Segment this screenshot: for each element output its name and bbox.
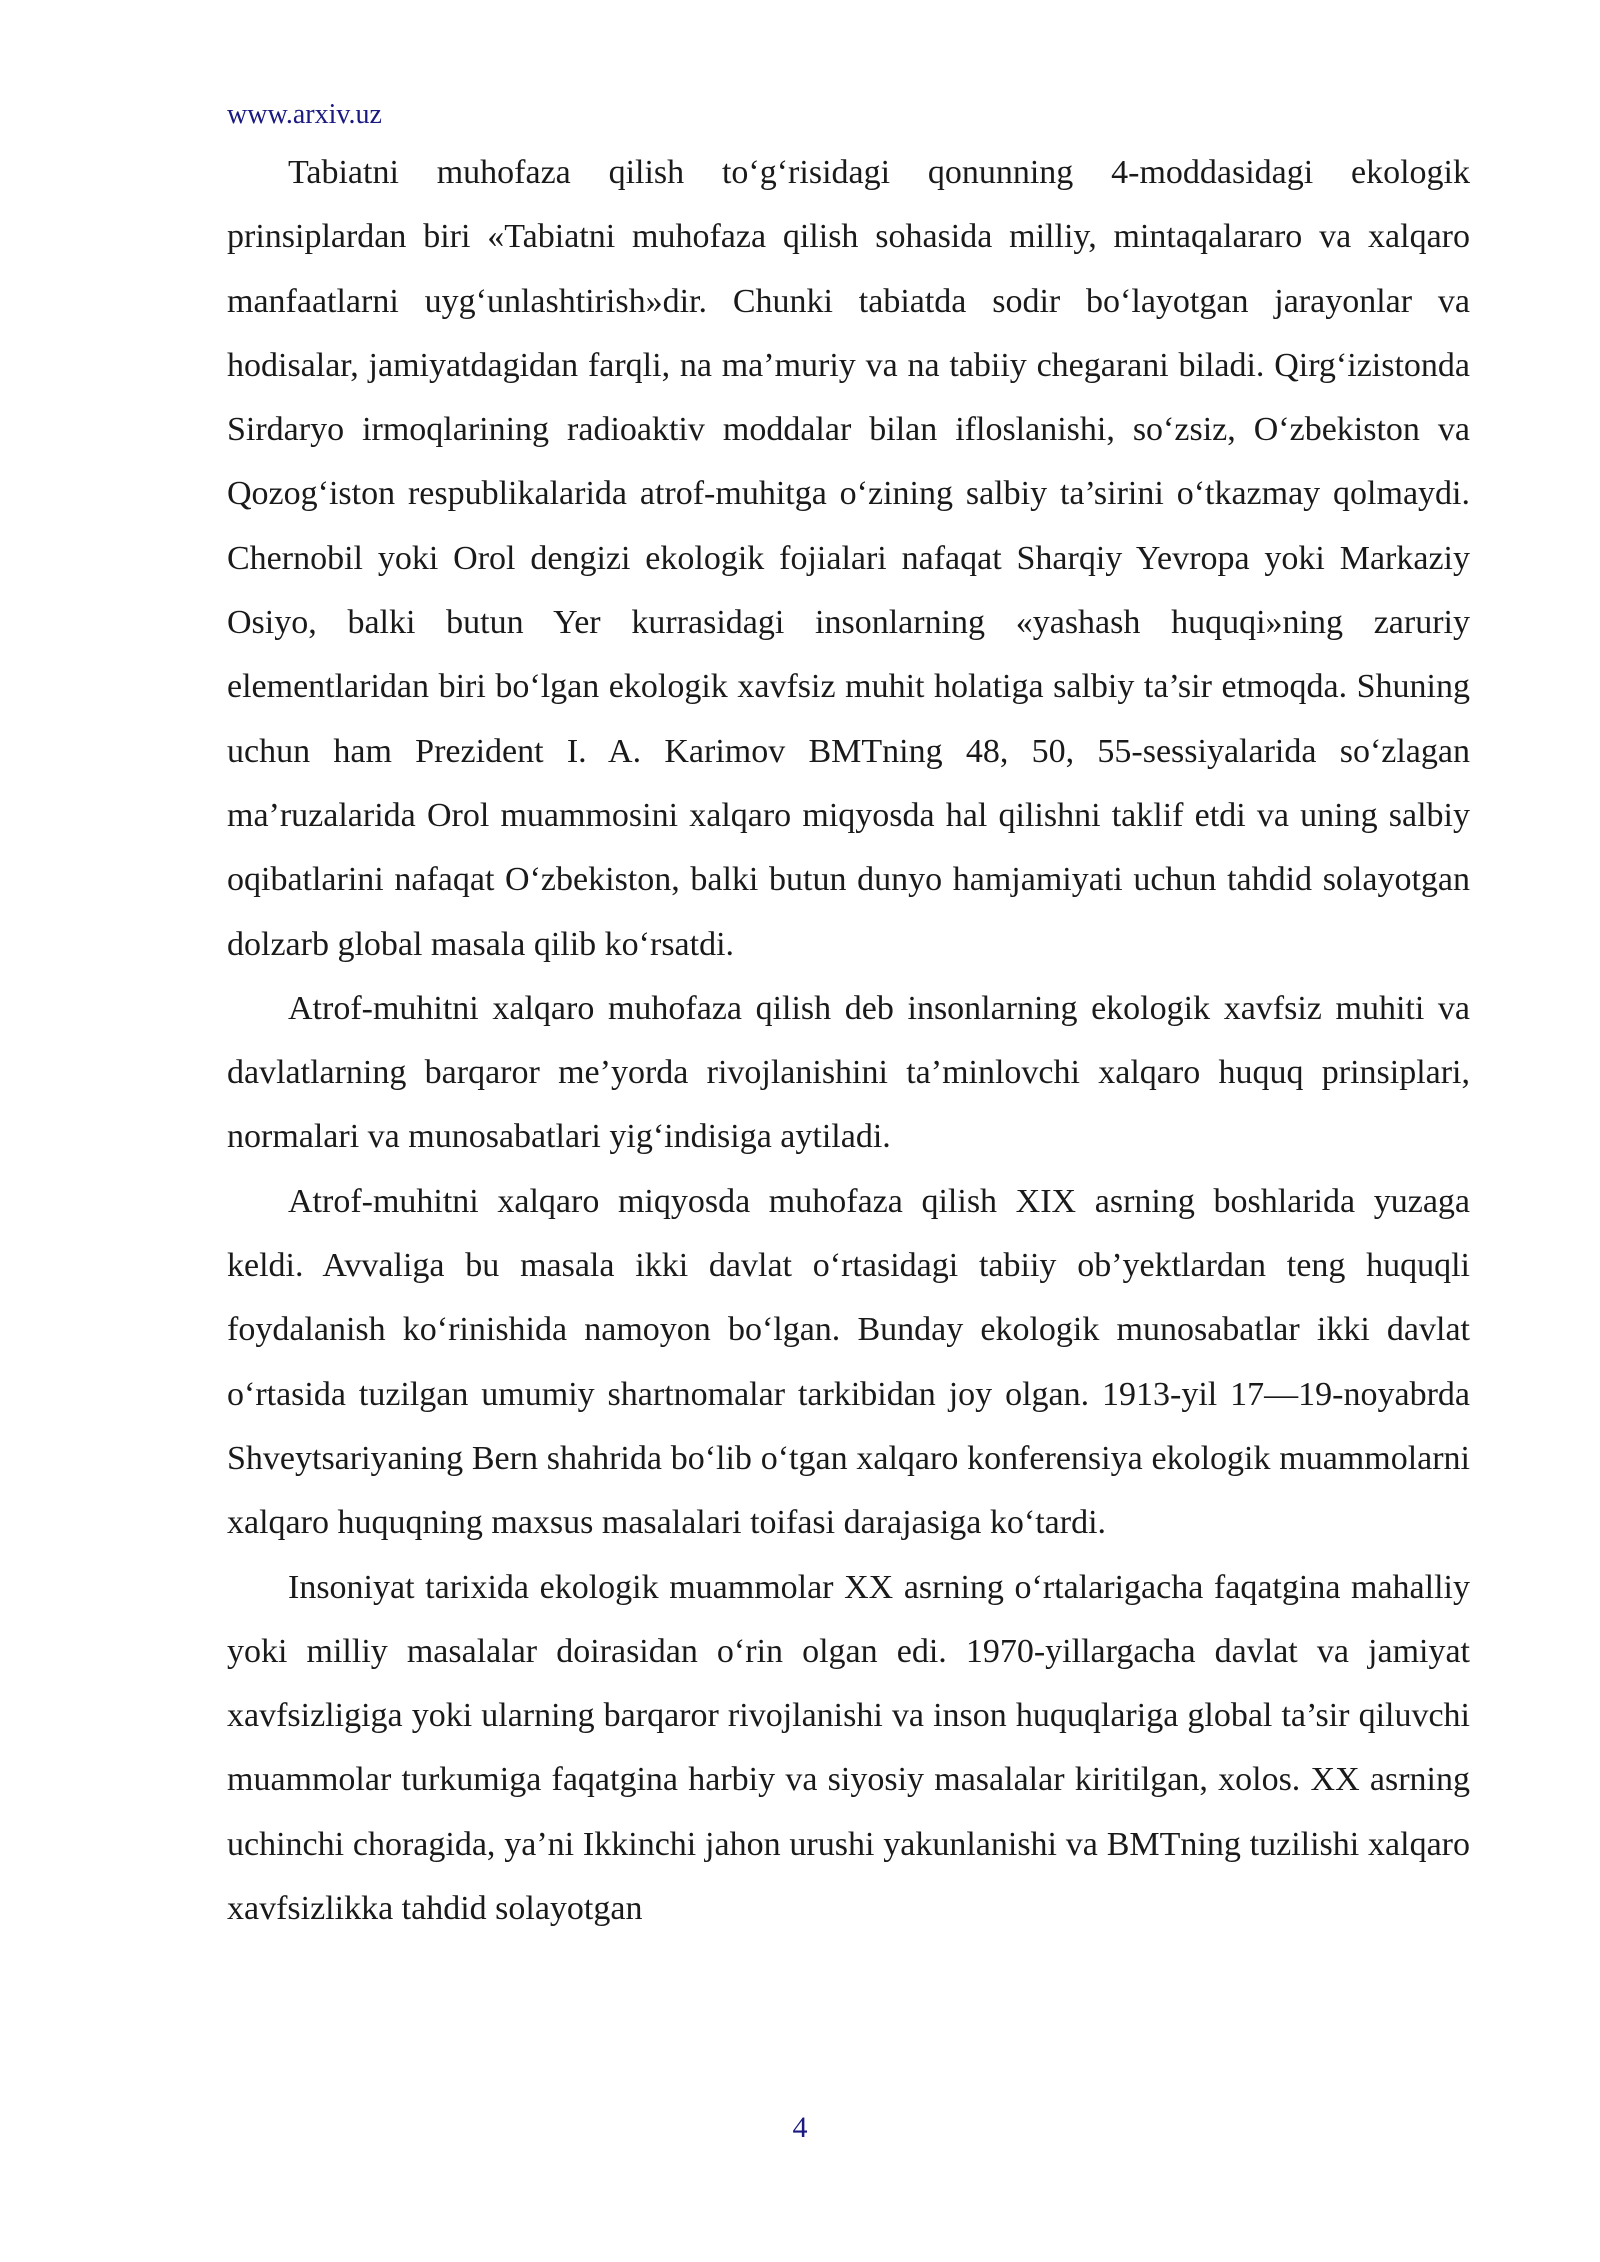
paragraph-3: Atrof-muhitni xalqaro miqyosda muhofaza qilish XIX asrning boshlarida yuzaga keldi. Avvaliga bu masala ikki davlat o‘rtasidagi tabiiy ob’yektlardan teng huquqli foydalanish ko‘rinishida namoyon bo‘lgan. Bunday ekologik munosabatlar ikki davlat o‘rtasida tuzilgan umumiy shartnomalar tarkibidan joy olgan. 1913-yil 17—19-noyabrda Shveytsariyaning Bern shahrida bo‘lib o‘tgan xalqaro konferensiya ekologik muammolarni xalqaro huquqning maxsus masalalari toifasi darajasiga ko‘tardi. <box>227 1182 1470 1542</box>
paragraph-2: Atrof-muhitni xalqaro muhofaza qilish deb insonlarning ekologik xavfsiz muhiti va davlatlarning barqaror me’yorda rivojlanishini ta’minlovchi xalqaro huquq prinsiplari, normalari va munosabatlari yig‘indisiga aytiladi. <box>227 989 1470 1156</box>
page-number: 4 <box>792 2111 808 2144</box>
header-site-link[interactable]: www.arxiv.uz <box>227 99 382 130</box>
paragraph-4: Insoniyat tarixida ekologik muammolar XX asrning o‘rtalarigacha faqatgina mahalliy yoki milliy masalalar doirasidan o‘rin olgan edi. 1970-yillargacha davlat va jamiyat xavfsizligiga yoki ularning barqaror rivojlanishi va inson huquqlariga global ta’sir qiluvchi muammolar turkumiga faqatgina harbiy va siyosiy masalalar kiritilgan, xolos. XX asrning uchinchi choragida, ya’ni Ikkinchi jahon urushi yakunlanishi va BMTning tuzilishi xalqaro xavfsizlikka tahdid solayotgan <box>227 1568 1470 1928</box>
body-text <box>227 141 1470 1941</box>
paragraph-1: Tabiatni muhofaza qilish to‘g‘risidagi qonunning 4-moddasidagi ekologik prinsiplardan biri «Tabiatni muhofaza qilish sohasida milliy, mintaqalararo va xalqaro manfaatlarni uyg‘unlashtirish»dir. Chunki tabiatda sodir bo‘layotgan jarayonlar va hodisalar, jamiyatdagidan farqli, na ma’muriy va na tabiiy chegarani biladi. Qirg‘izistonda Sirdaryo irmoqlarining radioaktiv moddalar bilan ifloslanishi, so‘zsiz, O‘zbekiston va Qozog‘iston respublikalarida atrof-muhitga o‘zining salbiy ta’sirini o‘tkazmay qolmaydi. Chernobil yoki Orol dengizi ekologik fojialari nafaqat Sharqiy Yevropa yoki Markaziy Osiyo, balki butun Yer kurrasidagi insonlarning «yashash huquqi»ning zaruriy elementlaridan biri bo‘lgan ekologik xavfsiz muhit holatiga salbiy ta’sir etmoqda. Shuning uchun ham Prezident I. A. Karimov BMTning 48, 50, 55-sessiyalarida so‘zlagan ma’ruzalarida Orol muammosini xalqaro miqyosda hal qilishni taklif etdi va uning salbiy oqibatlarini nafaqat O‘zbekiston, balki butun dunyo hamjamiyati uchun tahdid solayotgan dolzarb global masala qilib ko‘rsatdi. <box>227 154 1470 963</box>
